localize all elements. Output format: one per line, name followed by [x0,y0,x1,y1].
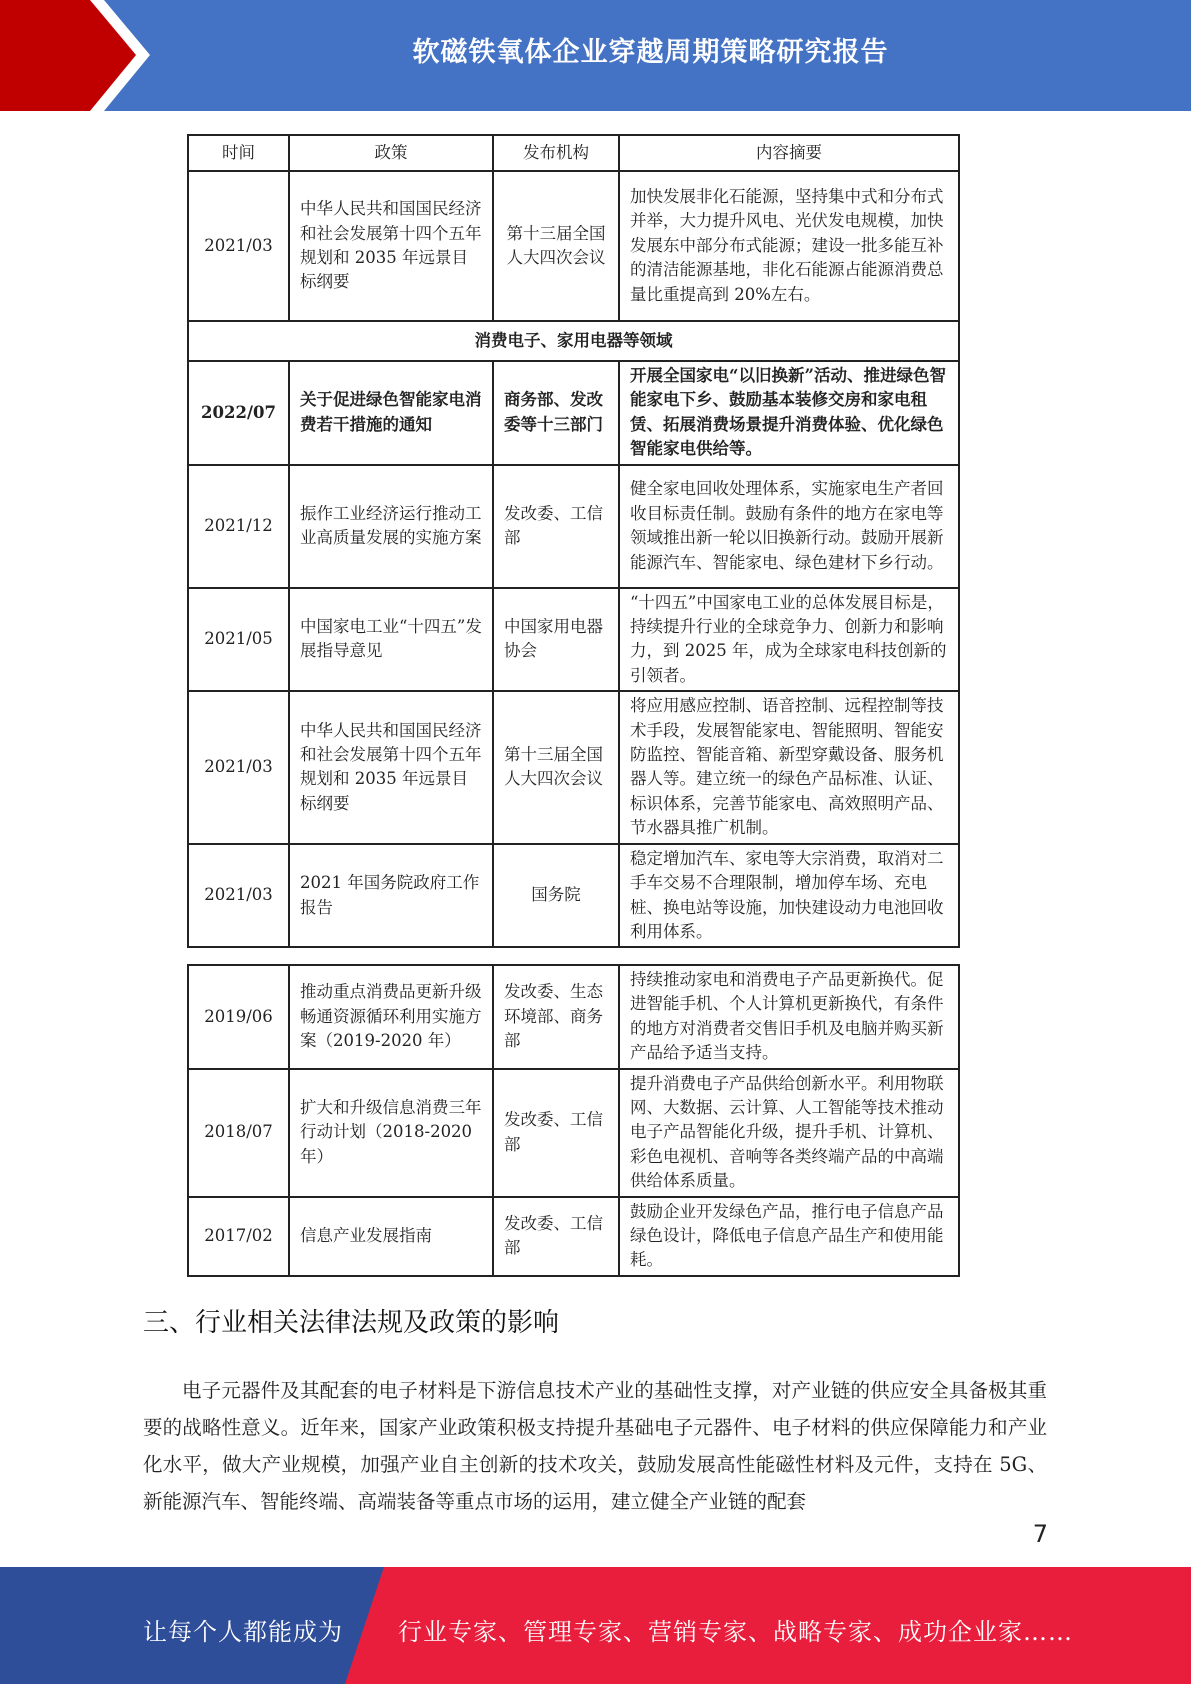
cell-date: 2021/03 [188,171,289,321]
cell-date: 2019/06 [188,965,289,1069]
cell-summary: 稳定增加汽车、家电等大宗消费，取消对二手车交易不合理限制，增加停车场、充电桩、换电站等设施，加快建设动力电池回收利用体系。 [619,844,959,948]
cell-org: 发改委、工信部 [493,1069,619,1197]
cell-summary: 健全家电回收处理体系，实施家电生产者回收目标责任制。鼓励有条件的地方在家电等领域推出新一轮以旧换新行动。鼓励开展新能源汽车、智能家电、绿色建材下乡行动。 [619,465,959,588]
table-row [188,965,959,1069]
page-number: 7 [1032,1520,1048,1548]
cell-summary: “十四五”中国家电工业的总体发展目标是，持续提升行业的全球竞争力、创新力和影响力，到 2025 年，成为全球家电科技创新的引领者。 [619,588,959,692]
policy-table-continued [187,964,960,1277]
table-row [188,465,959,588]
cell-policy: 推动重点消费品更新升级畅通资源循环利用实施方案（2019-2020 年） [289,965,493,1069]
cell-org: 商务部、发改委等十三部门 [493,361,619,465]
table-row [188,361,959,465]
cell-date: 2021/05 [188,588,289,692]
cell-policy: 2021 年国务院政府工作报告 [289,844,493,948]
cell-org: 中国家用电器协会 [493,588,619,692]
cell-summary: 鼓励企业开发绿色产品，推行电子信息产品绿色设计，降低电子信息产品生产和使用能耗。 [619,1197,959,1276]
cell-date: 2017/02 [188,1197,289,1276]
cell-date: 2021/12 [188,465,289,588]
header-summary: 内容摘要 [619,135,959,171]
cell-date: 2021/03 [188,844,289,948]
page-header [0,0,1191,111]
document-title: 软磁铁氧体企业穿越周期策略研究报告 [412,37,889,68]
cell-policy: 振作工业经济运行推动工业高质量发展的实施方案 [289,465,493,588]
cell-policy: 信息产业发展指南 [289,1197,493,1276]
cell-policy: 关于促进绿色智能家电消费若干措施的通知 [289,361,493,465]
cell-policy: 中华人民共和国国民经济和社会发展第十四个五年规划和 2035 年远景目标纲要 [289,691,493,843]
body-paragraph: 电子元器件及其配套的电子材料是下游信息技术产业的基础性支撑，对产业链的供应安全具备极其重要的战略性意义。近年来，国家产业政策积极支持提升基础电子元器件、电子材料的供应保障能力和产业化水平，做大产业规模，加强产业自主创新的技术攻关，鼓励发展高性能磁性材料及元件，支持在 5G、新能源汽车、智能终端、高端装备等重点市场的运用，建立健全产业链的配套 [143,1379,1047,1513]
cell-date: 2022/07 [188,361,289,465]
table-row [188,691,959,843]
cell-org: 发改委、工信部 [493,465,619,588]
table-row [188,171,959,321]
cell-summary: 加快发展非化石能源，坚持集中式和分布式并举，大力提升风电、光伏发电规模，加快发展东中部分布式能源；建设一批多能互补的清洁能源基地，非化石能源占能源消费总量比重提高到 20%左右。 [619,171,959,321]
footer-slogan-right: 行业专家、管理专家、营销专家、战略专家、成功企业家…… [398,1618,1073,1646]
section-label: 消费电子、家用电器等领域 [188,321,959,361]
cell-date: 2018/07 [188,1069,289,1197]
table-row [188,844,959,948]
table-section-row [188,321,959,361]
cell-summary: 将应用感应控制、语音控制、远程控制等技术手段，发展智能家电、智能照明、智能安防监控、智能音箱、新型穿戴设备、服务机器人等。建立统一的绿色产品标准、认证、标识体系，完善节能家电、高效照明产品、节水器具推广机制。 [619,691,959,843]
cell-summary: 开展全国家电“以旧换新”活动、推进绿色智能家电下乡、鼓励基本装修交房和家电租赁、拓展消费场景提升消费体验、优化绿色智能家电供给等。 [619,361,959,465]
cell-summary: 提升消费电子产品供给创新水平。利用物联网、大数据、云计算、人工智能等技术推动电子产品智能化升级，提升手机、计算机、彩色电视机、音响等各类终端产品的中高端供给体系质量。 [619,1069,959,1197]
table-row [188,1069,959,1197]
table-header-row [188,135,959,171]
table-row [188,588,959,692]
table-row [188,1197,959,1276]
cell-date: 2021/03 [188,691,289,843]
header-policy: 政策 [289,135,493,171]
header-date: 时间 [188,135,289,171]
cell-summary: 持续推动家电和消费电子产品更新换代。促进智能手机、个人计算机更新换代，有条件的地方对消费者交售旧手机及电脑并购买新产品给予适当支持。 [619,965,959,1069]
cell-policy: 中华人民共和国国民经济和社会发展第十四个五年规划和 2035 年远景目标纲要 [289,171,493,321]
policy-table [187,134,960,948]
footer-slogan-left: 让每个人都能成为 [143,1618,343,1646]
cell-org: 发改委、工信部 [493,1197,619,1276]
cell-org: 第十三届全国人大四次会议 [493,691,619,843]
cell-policy: 中国家电工业“十四五”发展指导意见 [289,588,493,692]
cell-policy: 扩大和升级信息消费三年行动计划（2018-2020 年） [289,1069,493,1197]
cell-org: 国务院 [493,844,619,948]
cell-org: 发改委、生态环境部、商务部 [493,965,619,1069]
section-heading: 三、行业相关法律法规及政策的影响 [143,1308,560,1338]
cell-org: 第十三届全国人大四次会议 [493,171,619,321]
header-org: 发布机构 [493,135,619,171]
